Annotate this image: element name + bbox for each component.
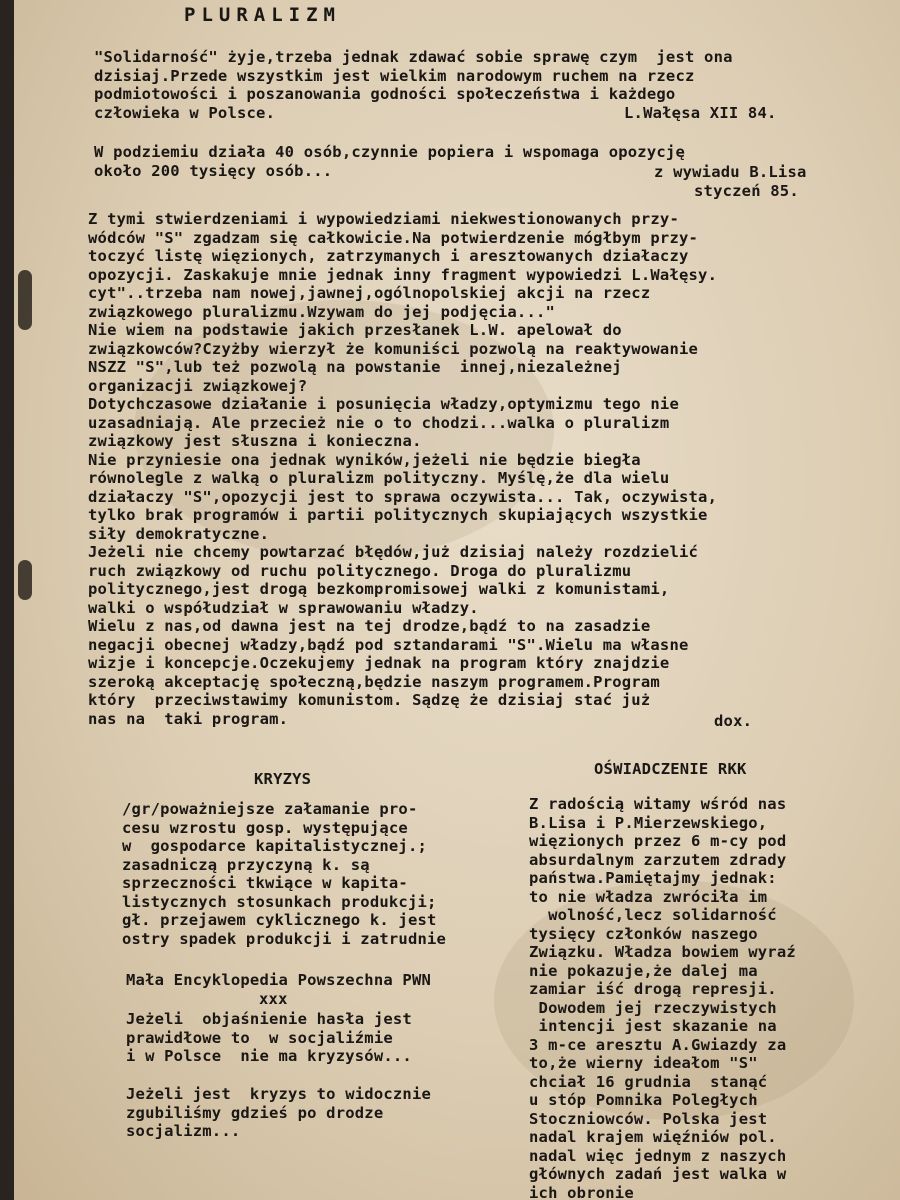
- kryzys-heading: KRYZYS: [254, 770, 312, 788]
- punch-mark: [18, 560, 32, 600]
- second-quote: W podziemiu działa 40 osób,czynnie popiera i wspomaga opozycję około 200 tysięcy osób...: [94, 143, 685, 180]
- typewritten-sheet: [14, 0, 900, 1200]
- oswiadczenie-heading: OŚWIADCZENIE RKK: [594, 760, 747, 778]
- intro-quote-attribution: L.Wałęsa XII 84.: [624, 104, 777, 122]
- second-quote-attribution: z wywiadu B.Lisa styczeń 85.: [654, 163, 807, 200]
- punch-mark: [18, 270, 32, 330]
- kryzys-comment-2: Jeżeli jest kryzys to widocznie zgubiliśmy gdzieś po drodze socjalizm...: [126, 1085, 432, 1140]
- encyclopedia-source: Mała Encyklopedia Powszechna PWN: [126, 971, 432, 989]
- article-signature: dox.: [714, 712, 753, 730]
- document-title: PLURALIZM: [184, 4, 341, 26]
- main-article-body: Z tymi stwierdzeniami i wypowiedziami niekwestionowanych przy- wódców "S" zgadzam się całkowicie.Na potwierdzenie mógłbym przy- toczyć listę więzionych, zatrzymanych i aresztowanych działaczy opozycji. Zaskakuje mnie jednak inny fragment wypowiedzi L.Wałęsy. cyt"..trzeba nam nowej,jawnej,ogólnopolskiej akcji na rzecz związkowego pluralizmu.Wzywam do jej podjęcia..." Nie wiem na podstawie jakich przesłanek L.W. apelował do związkowców?Czyżby wierzył że komuniści pozwolą na reaktywowanie NSZZ "S",lub też pozwolą na powstanie innej,niezależnej organizacji związkowej? Dotychczasowe działanie i posunięcia władzy,optymizmu tego nie uzasadniają. Ale przecież nie o to chodzi...walka o pluralizm związkowy jest słuszna i konieczna. Nie przyniesie ona jednak wyników,jeżeli nie będzie biegła równolegle z walką o pluralizm polityczny. Myślę,że dla wielu działaczy "S",opozycji jest to sprawa oczywista... Tak, oczywista, tylko brak programów i partii politycznych skupiających wszystkie siły demokratyczne. Jeżeli nie chcemy powtarzać błędów,już dzisiaj należy rozdzielić ruch związkowy od ruchu politycznego. Droga do pluralizmu politycznego,jest drogą bezkompromisowej walki z komunistami, walki o współudział w sprawowaniu władzy. Wielu z nas,od dawna jest na tej drodze,bądź to na zasadzie negacji obecnej władzy,bądź pod sztandarami "S".Wielu ma własne wizje i koncepcje.Oczekujemy jednak na program który znajdzie szeroką akceptację społeczną,będzie naszym programem.Program który przeciwstawimy komunistom. Sądzę że dzisiaj stać już nas na taki program.: [88, 210, 718, 728]
- kryzys-comment-1: Jeżeli objaśnienie hasła jest prawidłowe to w socjaliźmie i w Polsce nie ma kryzysów...: [126, 1010, 412, 1065]
- kryzys-definition: /gr/poważniejsze załamanie pro- cesu wzrostu gosp. występujące w gospodarce kapitalistycznej.; zasadniczą przyczyną k. są sprzeczności tkwiące w kapita- listycznych stosunkach produkcji; gł. przejawem cyklicznego k. jest ostry spadek produkcji i zatrudnie: [122, 800, 447, 948]
- section-separator: xxx: [259, 990, 288, 1008]
- intro-quote: "Solidarność" żyje,trzeba jednak zdawać sobie sprawę czym jest ona dzisiaj.Przede wszystkim jest wielkim narodowym ruchem na rzecz podmiotowości i poszanowania godności społeczeństwa i każdego człowieka w Polsce.: [94, 48, 733, 122]
- oswiadczenie-body: Z radością witamy wśród nas B.Lisa i P.Mierzewskiego, więzionych przez 6 m-cy pod absurdalnym zarzutem zdrady państwa.Pamiętajmy jednak: to nie władza zwróciła im wolność,lecz solidarność tysięcy członków naszego Związku. Władza bowiem wyraź nie pokazuje,że dalej ma zamiar iść drogą represji. Dowodem jej rzeczywistych intencji jest skazanie na 3 m-ce aresztu A.Gwiazdy za to,że wierny ideałom "S" chciał 16 grudnia stanąć u stóp Pomnika Poległych Stoczniowców. Polska jest nadal krajem więźniów pol. nadal więc jednym z naszych głównych zadań jest walka w ich obronie: [529, 795, 796, 1200]
